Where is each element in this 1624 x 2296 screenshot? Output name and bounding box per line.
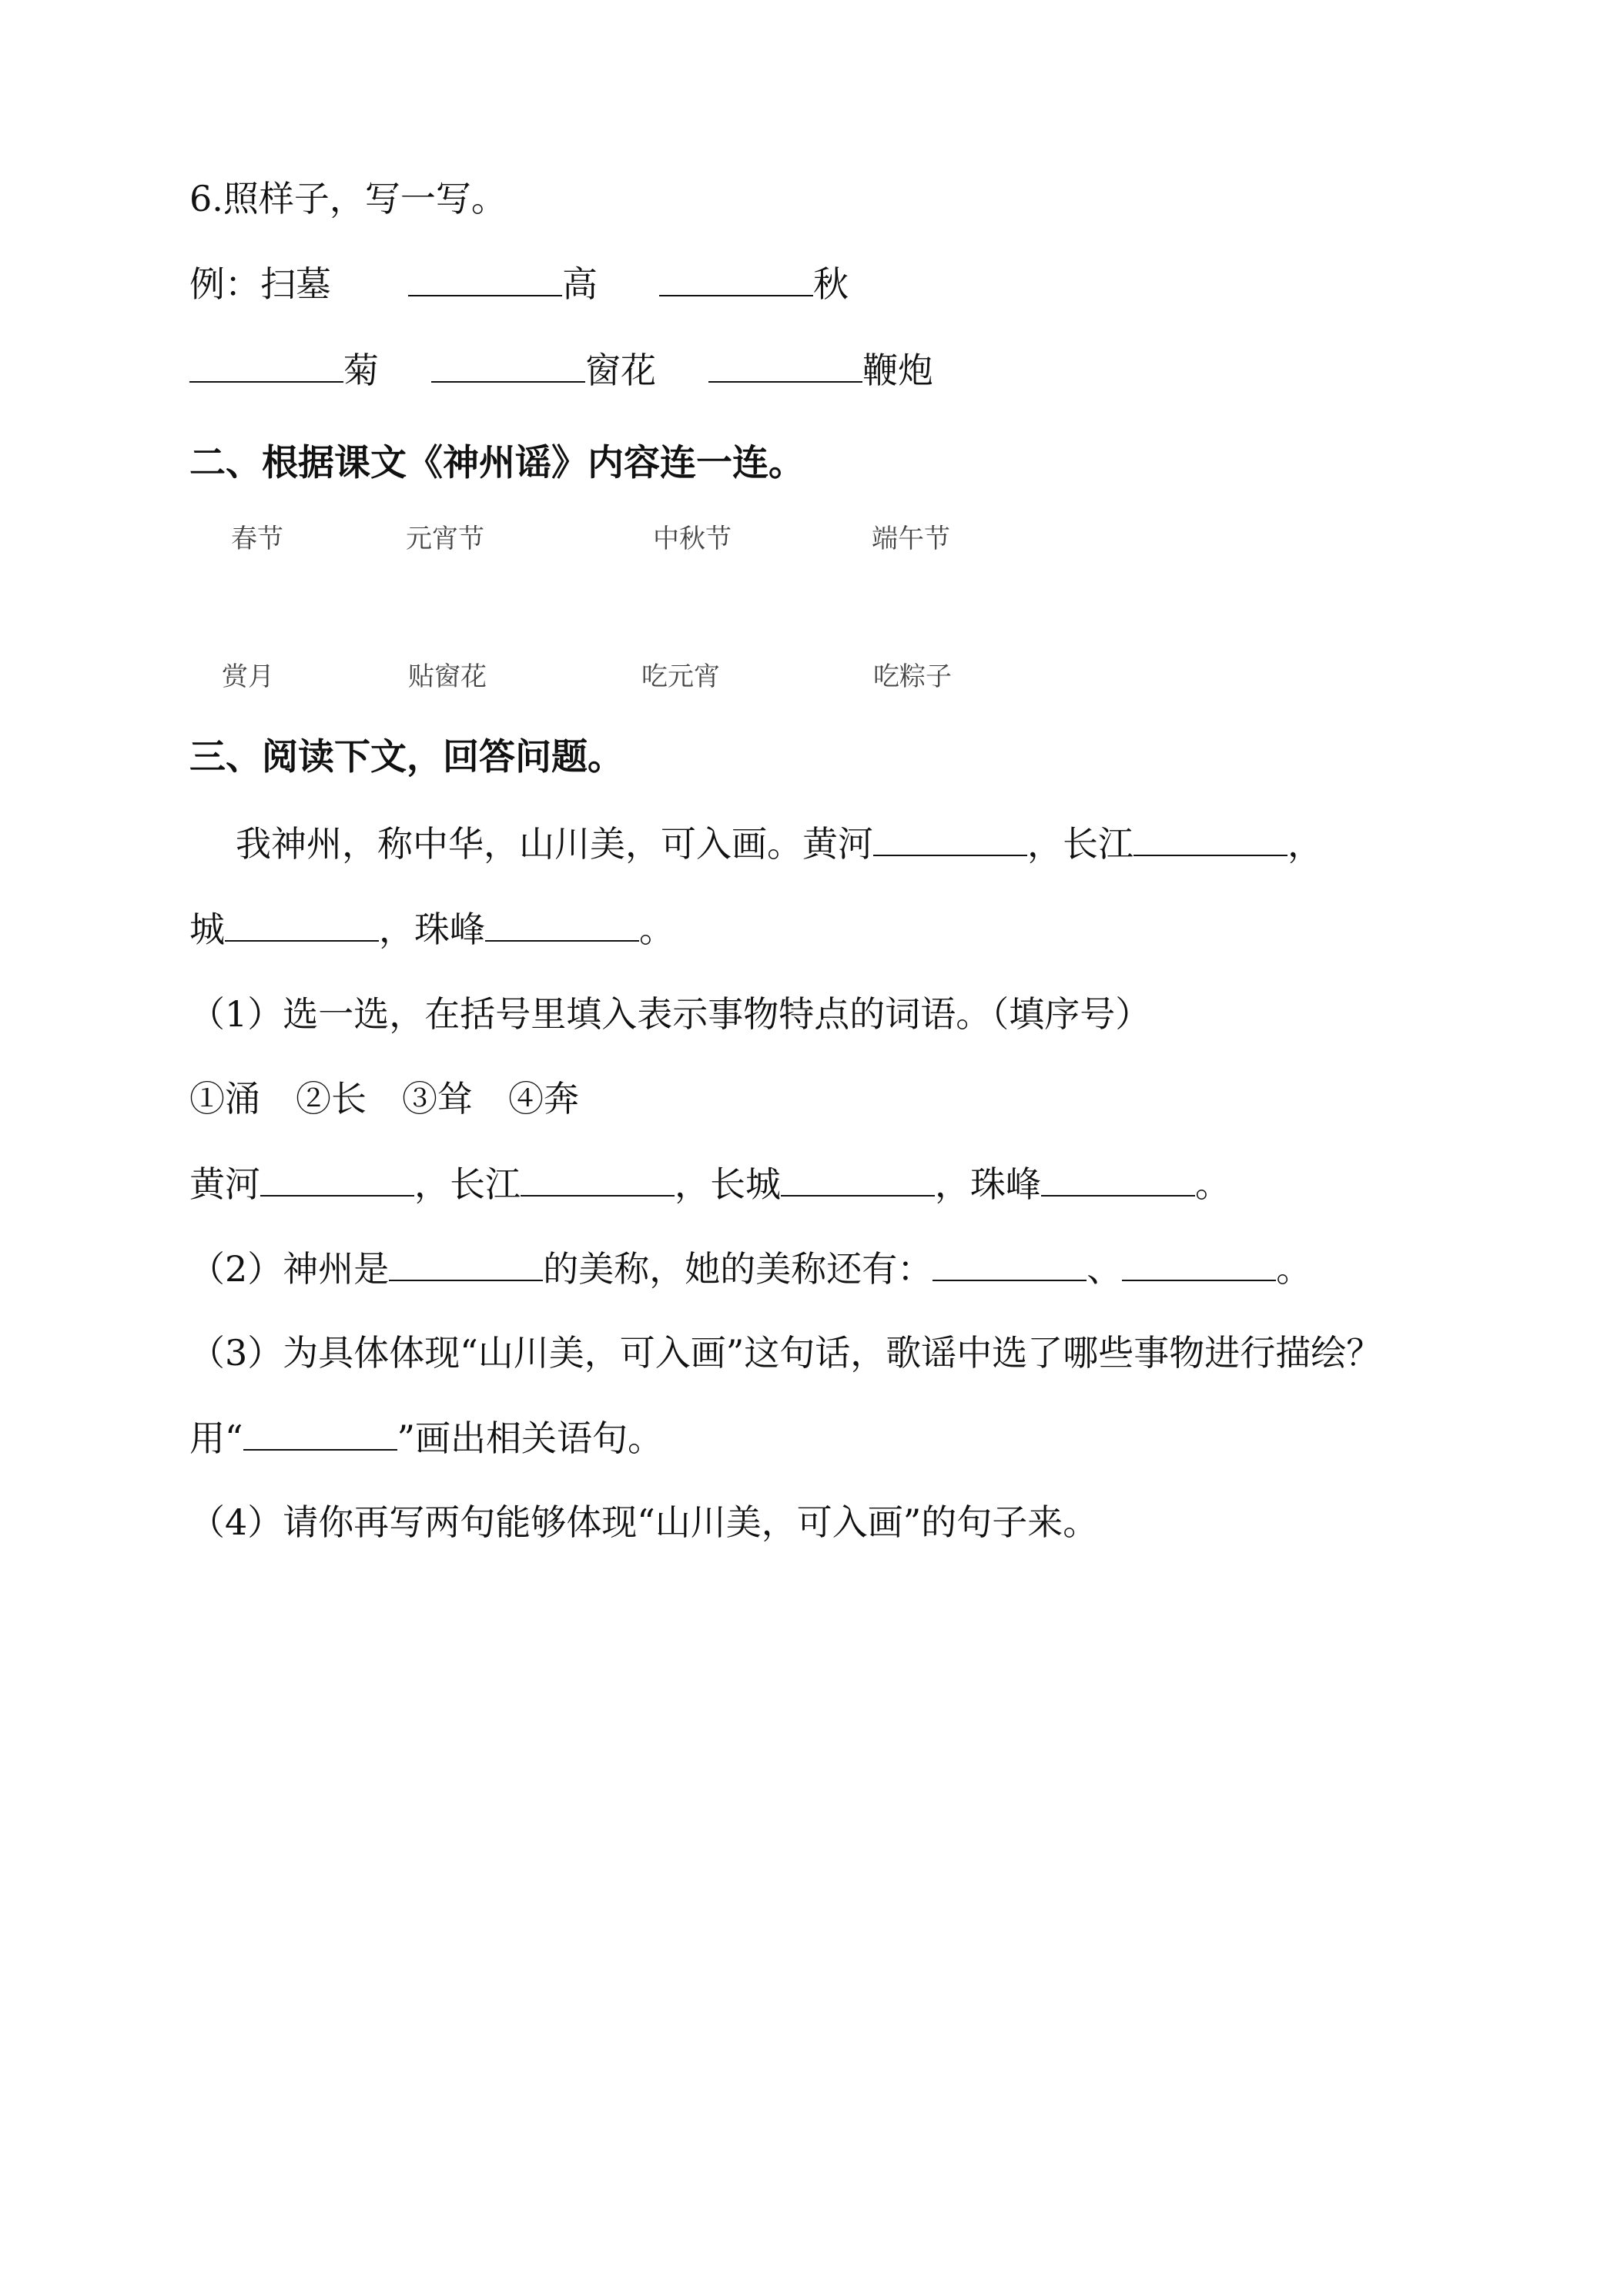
- question-text: 、: [1087, 1248, 1123, 1290]
- question-text: 用“: [189, 1417, 243, 1459]
- fill-blank[interactable]: [485, 911, 639, 942]
- custom-item[interactable]: 吃元宵: [641, 661, 720, 692]
- fill-label: ，长城: [675, 1163, 781, 1205]
- question-3-line-2: [189, 1417, 664, 1459]
- section-3-heading: 三、阅读下文，回答问题。: [189, 736, 624, 778]
- fill-label: 黄河: [189, 1163, 260, 1205]
- fill-blank[interactable]: [431, 352, 585, 383]
- question-4: （4）请你再写两句能够体现“山川美，可入画”的句子来。: [189, 1501, 1099, 1543]
- custom-item[interactable]: 赏月: [222, 661, 274, 692]
- passage-text: 城: [189, 909, 225, 950]
- question-6-example-row: [189, 263, 849, 305]
- question-1: （1）选一选，在括号里填入表示事物特点的词语。（填序号）: [189, 993, 1151, 1035]
- fill-blank[interactable]: [1122, 1250, 1276, 1281]
- fill-label: ，珠峰: [935, 1163, 1041, 1205]
- fill-blank[interactable]: [189, 352, 343, 383]
- passage-text: ，长江: [1027, 823, 1133, 865]
- question-3: （3）为具体体现“山川美，可入画”这句话，歌谣中选了哪些事物进行描绘？: [189, 1332, 1382, 1374]
- fill-blank[interactable]: [521, 1166, 675, 1197]
- fill-blank[interactable]: [659, 266, 813, 296]
- question-6-title: 6.照样子，写一写。: [189, 178, 507, 219]
- question-6-row-2: [189, 350, 933, 391]
- passage-text: 我神州，称中华，山川美，可入画。黄河: [236, 823, 873, 865]
- options-row: ①涌 ②长 ③耸 ④奔: [189, 1078, 579, 1120]
- question-text: 的美称，她的美称还有：: [543, 1248, 933, 1290]
- question-text: 。: [1276, 1248, 1312, 1290]
- festival-item[interactable]: 春节: [231, 524, 283, 554]
- example-label: 例：扫墓: [189, 263, 331, 305]
- fill-blank[interactable]: [1041, 1166, 1195, 1197]
- passage-text: ，: [1287, 823, 1323, 865]
- passage-text: ，珠峰: [379, 909, 485, 950]
- custom-item[interactable]: 贴窗花: [408, 661, 487, 692]
- festival-item[interactable]: 元宵节: [406, 524, 484, 554]
- fill-blank[interactable]: [1133, 825, 1287, 856]
- festival-item[interactable]: 中秋节: [653, 524, 732, 554]
- fill-blank[interactable]: [708, 352, 862, 383]
- fill-blank[interactable]: [243, 1420, 397, 1451]
- fill-blank[interactable]: [873, 825, 1027, 856]
- question-text: （2）神州是: [189, 1248, 390, 1290]
- festival-item[interactable]: 端午节: [872, 524, 950, 554]
- custom-item[interactable]: 吃粽子: [873, 661, 952, 692]
- fill-blank[interactable]: [225, 911, 379, 942]
- fill-blank[interactable]: [389, 1250, 543, 1281]
- fill-blank[interactable]: [408, 266, 562, 296]
- question-2: [189, 1248, 1312, 1290]
- word-chuanghua: 窗花: [585, 350, 656, 391]
- fill-label: 。: [1195, 1163, 1231, 1205]
- passage-text: 。: [639, 909, 675, 950]
- section-2-heading: 二、根据课文《神州谣》内容连一连。: [189, 442, 805, 484]
- word-gao: 高: [562, 263, 598, 305]
- fill-blank[interactable]: [933, 1250, 1087, 1281]
- word-qiu: 秋: [813, 263, 849, 305]
- word-ju: 菊: [343, 350, 379, 391]
- fill-line: [189, 1163, 1231, 1205]
- passage-line-2: [189, 909, 675, 950]
- fill-blank[interactable]: [781, 1166, 935, 1197]
- fill-label: ，长江: [414, 1163, 521, 1205]
- question-text: ”画出相关语句。: [397, 1417, 664, 1459]
- passage-line-1: [236, 823, 1323, 865]
- fill-blank[interactable]: [260, 1166, 414, 1197]
- word-bianpao: 鞭炮: [862, 350, 933, 391]
